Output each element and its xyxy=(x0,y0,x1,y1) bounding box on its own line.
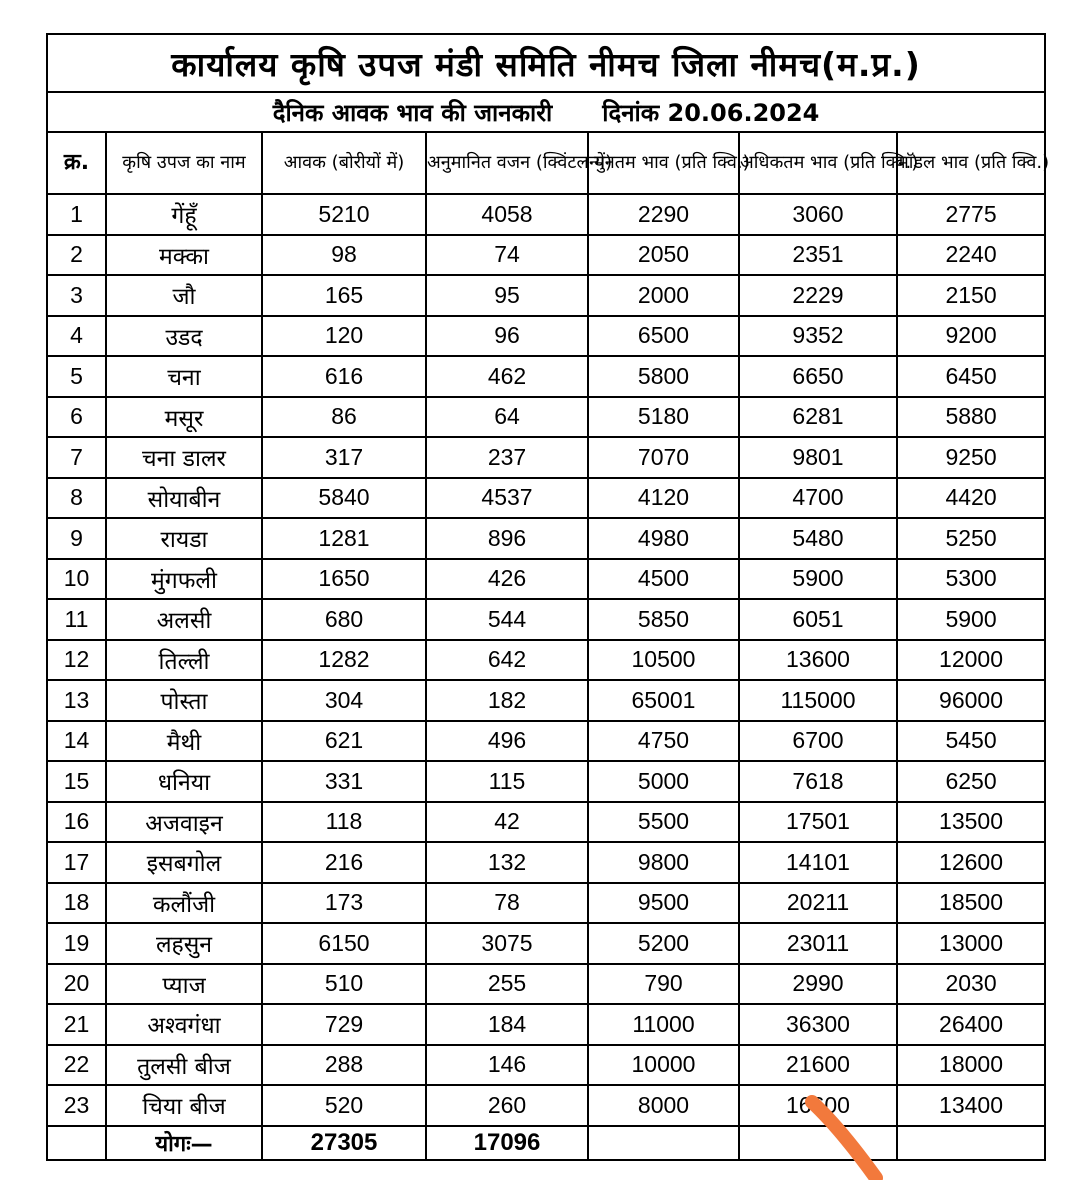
cell-modal-price: 2240 xyxy=(897,235,1045,276)
cell-max-price: 16600 xyxy=(739,1085,897,1126)
cell-max-price: 4700 xyxy=(739,478,897,519)
cell-max-price: 9801 xyxy=(739,437,897,478)
cell-arrival: 317 xyxy=(262,437,426,478)
cell-max-price: 2229 xyxy=(739,275,897,316)
header-weight: अनुमानित वजन (क्विंटल में) xyxy=(426,132,588,194)
cell-sno: 1 xyxy=(47,194,106,235)
cell-produce-name: चना xyxy=(106,356,262,397)
cell-modal-price: 9200 xyxy=(897,316,1045,357)
cell-arrival: 510 xyxy=(262,964,426,1005)
total-modal-cell xyxy=(897,1126,1045,1160)
table-row xyxy=(47,518,1045,559)
cell-produce-name: मक्का xyxy=(106,235,262,276)
cell-arrival: 729 xyxy=(262,1004,426,1045)
cell-produce-name: उडद xyxy=(106,316,262,357)
table-row xyxy=(47,1085,1045,1126)
cell-max-price: 7618 xyxy=(739,761,897,802)
cell-sno: 2 xyxy=(47,235,106,276)
cell-produce-name: धनिया xyxy=(106,761,262,802)
table-row xyxy=(47,437,1045,478)
cell-modal-price: 5450 xyxy=(897,721,1045,762)
cell-sno: 6 xyxy=(47,397,106,438)
cell-min-price: 5500 xyxy=(588,802,739,843)
cell-min-price: 4120 xyxy=(588,478,739,519)
cell-arrival: 288 xyxy=(262,1045,426,1086)
table-row xyxy=(47,316,1045,357)
cell-max-price: 3060 xyxy=(739,194,897,235)
cell-min-price: 65001 xyxy=(588,680,739,721)
cell-sno: 10 xyxy=(47,559,106,600)
total-min-cell xyxy=(588,1126,739,1160)
cell-min-price: 2050 xyxy=(588,235,739,276)
cell-max-price: 2990 xyxy=(739,964,897,1005)
cell-weight: 95 xyxy=(426,275,588,316)
cell-produce-name: मैथी xyxy=(106,721,262,762)
cell-arrival: 118 xyxy=(262,802,426,843)
cell-sno: 13 xyxy=(47,680,106,721)
cell-sno: 11 xyxy=(47,599,106,640)
cell-arrival: 86 xyxy=(262,397,426,438)
cell-max-price: 20211 xyxy=(739,883,897,924)
cell-min-price: 10000 xyxy=(588,1045,739,1086)
table-row xyxy=(47,640,1045,681)
page-title: कार्यालय कृषि उपज मंडी समिति नीमच जिला नीमच(म.प्र.) xyxy=(47,34,1045,92)
cell-sno: 9 xyxy=(47,518,106,559)
cell-arrival: 680 xyxy=(262,599,426,640)
cell-modal-price: 96000 xyxy=(897,680,1045,721)
total-weight: 17096 xyxy=(426,1126,588,1160)
cell-produce-name: गेंहूँ xyxy=(106,194,262,235)
cell-sno: 21 xyxy=(47,1004,106,1045)
cell-produce-name: पोस्ता xyxy=(106,680,262,721)
cell-produce-name: रायडा xyxy=(106,518,262,559)
cell-min-price: 9800 xyxy=(588,842,739,883)
cell-min-price: 9500 xyxy=(588,883,739,924)
cell-modal-price: 12600 xyxy=(897,842,1045,883)
cell-modal-price: 18000 xyxy=(897,1045,1045,1086)
cell-produce-name: सोयाबीन xyxy=(106,478,262,519)
cell-sno: 3 xyxy=(47,275,106,316)
cell-modal-price: 6250 xyxy=(897,761,1045,802)
cell-weight: 64 xyxy=(426,397,588,438)
cell-sno: 18 xyxy=(47,883,106,924)
cell-produce-name: अलसी xyxy=(106,599,262,640)
cell-produce-name: इसबगोल xyxy=(106,842,262,883)
cell-sno: 7 xyxy=(47,437,106,478)
cell-arrival: 1282 xyxy=(262,640,426,681)
cell-weight: 132 xyxy=(426,842,588,883)
cell-weight: 4058 xyxy=(426,194,588,235)
cell-max-price: 115000 xyxy=(739,680,897,721)
header-produce-name: कृषि उपज का नाम xyxy=(106,132,262,194)
table-row xyxy=(47,194,1045,235)
cell-weight: 896 xyxy=(426,518,588,559)
cell-weight: 182 xyxy=(426,680,588,721)
header-min-price: न्युनतम भाव (प्रति क्वि.) xyxy=(588,132,739,194)
total-row xyxy=(47,1126,1045,1160)
table-row xyxy=(47,842,1045,883)
report-date: दिनांक 20.06.2024 xyxy=(602,98,820,127)
cell-sno: 17 xyxy=(47,842,106,883)
table-row xyxy=(47,923,1045,964)
cell-produce-name: चना डालर xyxy=(106,437,262,478)
report-subtitle xyxy=(47,92,1045,132)
cell-weight: 74 xyxy=(426,235,588,276)
cell-modal-price: 2150 xyxy=(897,275,1045,316)
cell-sno: 5 xyxy=(47,356,106,397)
cell-produce-name: तिल्ली xyxy=(106,640,262,681)
cell-weight: 462 xyxy=(426,356,588,397)
cell-modal-price: 5900 xyxy=(897,599,1045,640)
cell-produce-name: अजवाइन xyxy=(106,802,262,843)
header-modal-price: मॉडल भाव (प्रति क्वि.) xyxy=(897,132,1045,194)
cell-min-price: 5200 xyxy=(588,923,739,964)
cell-weight: 496 xyxy=(426,721,588,762)
cell-produce-name: तुलसी बीज xyxy=(106,1045,262,1086)
cell-min-price: 10500 xyxy=(588,640,739,681)
cell-weight: 3075 xyxy=(426,923,588,964)
cell-arrival: 331 xyxy=(262,761,426,802)
cell-modal-price: 5300 xyxy=(897,559,1045,600)
cell-sno: 12 xyxy=(47,640,106,681)
cell-weight: 426 xyxy=(426,559,588,600)
cell-modal-price: 26400 xyxy=(897,1004,1045,1045)
cell-max-price: 13600 xyxy=(739,640,897,681)
total-arrival: 27305 xyxy=(262,1126,426,1160)
cell-modal-price: 13400 xyxy=(897,1085,1045,1126)
cell-modal-price: 13000 xyxy=(897,923,1045,964)
total-sno-cell xyxy=(47,1126,106,1160)
cell-sno: 22 xyxy=(47,1045,106,1086)
cell-produce-name: मुंगफली xyxy=(106,559,262,600)
table-row xyxy=(47,235,1045,276)
table-row xyxy=(47,721,1045,762)
subtitle-text: दैनिक आवक भाव की जानकारी xyxy=(272,98,553,127)
cell-max-price: 6051 xyxy=(739,599,897,640)
cell-modal-price: 9250 xyxy=(897,437,1045,478)
table-row xyxy=(47,680,1045,721)
cell-modal-price: 5250 xyxy=(897,518,1045,559)
cell-weight: 146 xyxy=(426,1045,588,1086)
cell-min-price: 4750 xyxy=(588,721,739,762)
cell-produce-name: प्याज xyxy=(106,964,262,1005)
cell-arrival: 173 xyxy=(262,883,426,924)
cell-max-price: 9352 xyxy=(739,316,897,357)
cell-min-price: 8000 xyxy=(588,1085,739,1126)
cell-max-price: 17501 xyxy=(739,802,897,843)
cell-max-price: 36300 xyxy=(739,1004,897,1045)
cell-arrival: 6150 xyxy=(262,923,426,964)
cell-max-price: 21600 xyxy=(739,1045,897,1086)
cell-arrival: 165 xyxy=(262,275,426,316)
cell-produce-name: जौ xyxy=(106,275,262,316)
cell-sno: 4 xyxy=(47,316,106,357)
cell-arrival: 98 xyxy=(262,235,426,276)
table-row xyxy=(47,802,1045,843)
cell-max-price: 6650 xyxy=(739,356,897,397)
cell-min-price: 790 xyxy=(588,964,739,1005)
table-row xyxy=(47,883,1045,924)
table-row xyxy=(47,559,1045,600)
cell-min-price: 5800 xyxy=(588,356,739,397)
cell-max-price: 6700 xyxy=(739,721,897,762)
cell-arrival: 5840 xyxy=(262,478,426,519)
table-row xyxy=(47,1045,1045,1086)
cell-max-price: 23011 xyxy=(739,923,897,964)
cell-weight: 96 xyxy=(426,316,588,357)
cell-max-price: 2351 xyxy=(739,235,897,276)
cell-max-price: 6281 xyxy=(739,397,897,438)
cell-modal-price: 13500 xyxy=(897,802,1045,843)
cell-weight: 237 xyxy=(426,437,588,478)
cell-modal-price: 2030 xyxy=(897,964,1045,1005)
table-body xyxy=(47,194,1045,1126)
cell-weight: 4537 xyxy=(426,478,588,519)
cell-min-price: 5850 xyxy=(588,599,739,640)
cell-sno: 20 xyxy=(47,964,106,1005)
cell-arrival: 616 xyxy=(262,356,426,397)
cell-weight: 184 xyxy=(426,1004,588,1045)
cell-sno: 16 xyxy=(47,802,106,843)
column-header-row xyxy=(47,132,1045,194)
daily-arrival-price-table xyxy=(46,33,1050,1161)
header-sno: क्र. xyxy=(47,132,106,194)
cell-arrival: 1650 xyxy=(262,559,426,600)
cell-modal-price: 12000 xyxy=(897,640,1045,681)
total-max-cell xyxy=(739,1126,897,1160)
cell-max-price: 14101 xyxy=(739,842,897,883)
cell-weight: 42 xyxy=(426,802,588,843)
table-row xyxy=(47,397,1045,438)
cell-modal-price: 2775 xyxy=(897,194,1045,235)
cell-max-price: 5480 xyxy=(739,518,897,559)
cell-sno: 14 xyxy=(47,721,106,762)
cell-max-price: 5900 xyxy=(739,559,897,600)
cell-min-price: 5000 xyxy=(588,761,739,802)
cell-min-price: 2000 xyxy=(588,275,739,316)
cell-weight: 260 xyxy=(426,1085,588,1126)
table-row xyxy=(47,478,1045,519)
cell-sno: 15 xyxy=(47,761,106,802)
cell-modal-price: 4420 xyxy=(897,478,1045,519)
cell-weight: 642 xyxy=(426,640,588,681)
cell-arrival: 520 xyxy=(262,1085,426,1126)
cell-min-price: 6500 xyxy=(588,316,739,357)
cell-produce-name: मसूर xyxy=(106,397,262,438)
cell-produce-name: चिया बीज xyxy=(106,1085,262,1126)
cell-modal-price: 5880 xyxy=(897,397,1045,438)
cell-produce-name: लहसुन xyxy=(106,923,262,964)
cell-min-price: 5180 xyxy=(588,397,739,438)
cell-arrival: 621 xyxy=(262,721,426,762)
cell-min-price: 4980 xyxy=(588,518,739,559)
cell-weight: 544 xyxy=(426,599,588,640)
cell-min-price: 7070 xyxy=(588,437,739,478)
table-row xyxy=(47,761,1045,802)
table-row xyxy=(47,599,1045,640)
cell-arrival: 120 xyxy=(262,316,426,357)
table-row xyxy=(47,964,1045,1005)
cell-sno: 19 xyxy=(47,923,106,964)
header-max-price: अधिकतम भाव (प्रति क्वि.) xyxy=(739,132,897,194)
cell-min-price: 2290 xyxy=(588,194,739,235)
cell-arrival: 1281 xyxy=(262,518,426,559)
cell-weight: 255 xyxy=(426,964,588,1005)
cell-modal-price: 6450 xyxy=(897,356,1045,397)
cell-min-price: 4500 xyxy=(588,559,739,600)
header-arrival: आवक (बोरीयों में) xyxy=(262,132,426,194)
cell-weight: 115 xyxy=(426,761,588,802)
cell-sno: 8 xyxy=(47,478,106,519)
cell-weight: 78 xyxy=(426,883,588,924)
total-label: योगः— xyxy=(106,1126,262,1160)
cell-modal-price: 18500 xyxy=(897,883,1045,924)
cell-produce-name: अश्वगंधा xyxy=(106,1004,262,1045)
cell-arrival: 5210 xyxy=(262,194,426,235)
cell-sno: 23 xyxy=(47,1085,106,1126)
table-row xyxy=(47,356,1045,397)
cell-min-price: 11000 xyxy=(588,1004,739,1045)
table-row xyxy=(47,1004,1045,1045)
cell-arrival: 216 xyxy=(262,842,426,883)
table-row xyxy=(47,275,1045,316)
cell-arrival: 304 xyxy=(262,680,426,721)
cell-produce-name: कलौंजी xyxy=(106,883,262,924)
